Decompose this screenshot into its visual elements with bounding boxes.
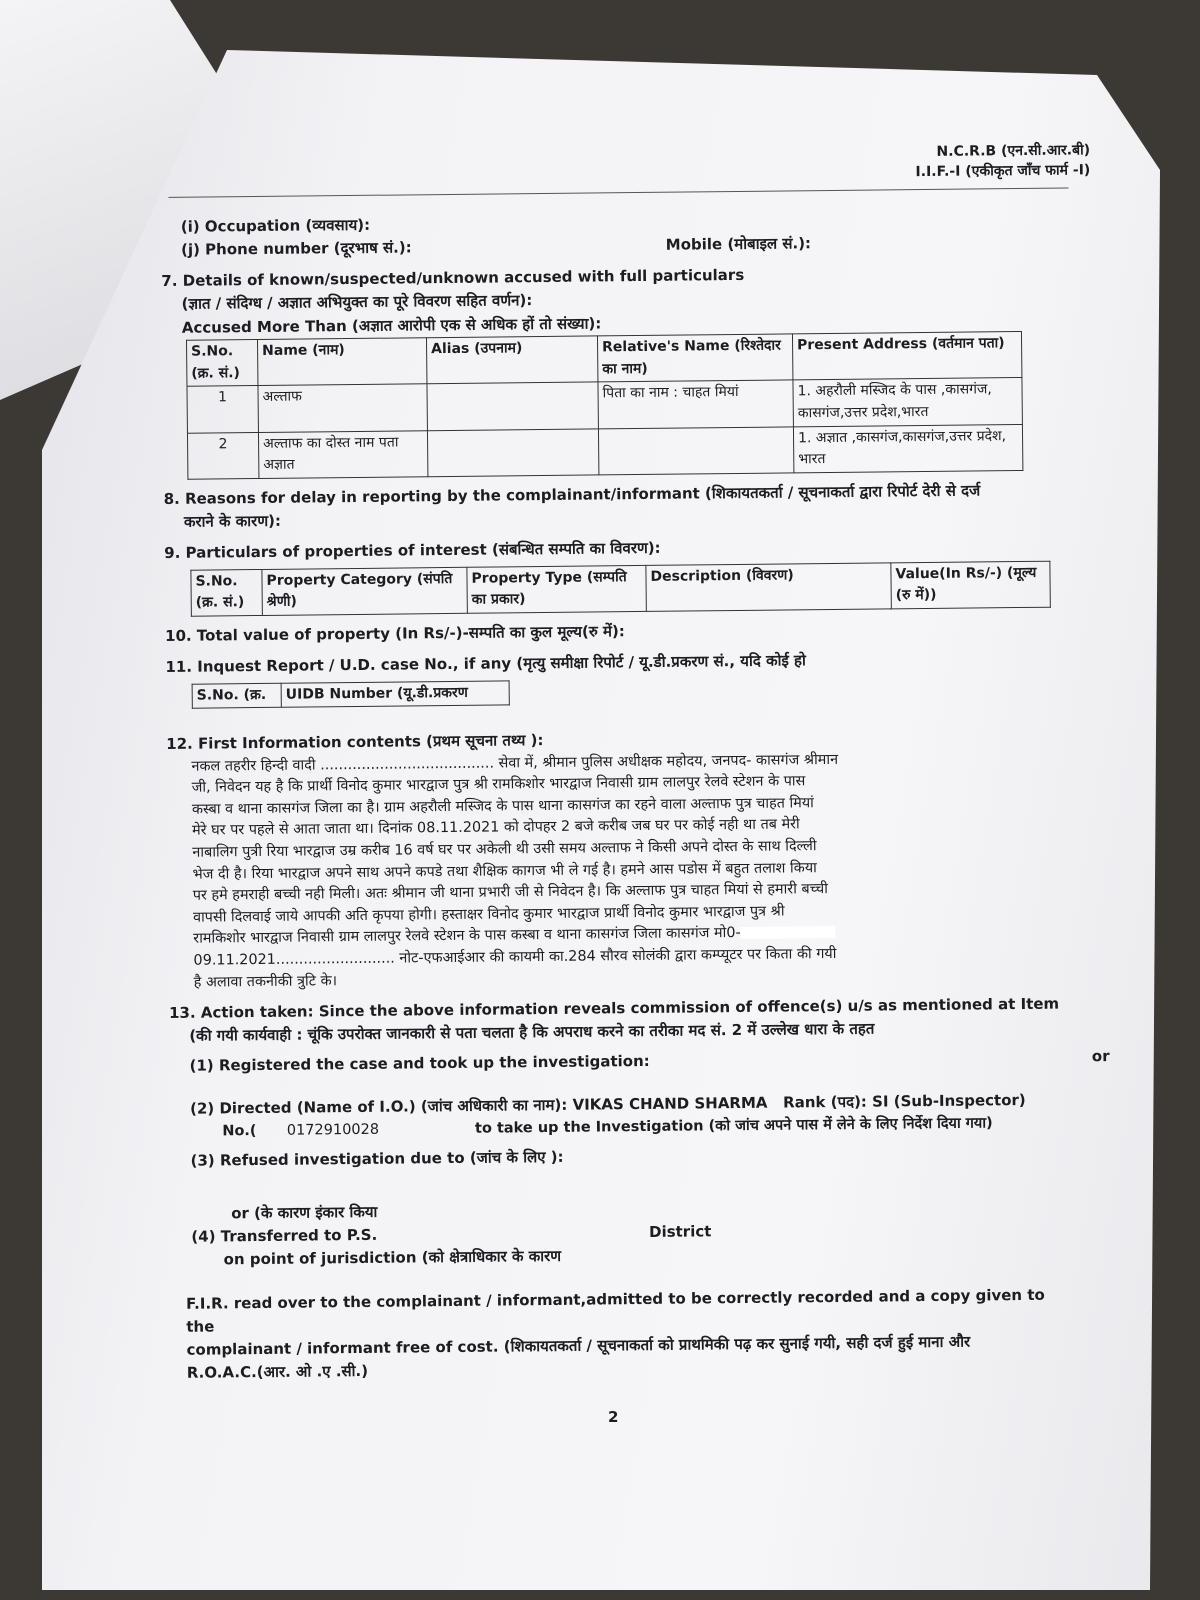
section-12-title: 12. First Information contents (प्रथम सूचना तथ्य ): [166,731,544,754]
cell-relative [598,426,793,474]
cell-name: अल्ताफ [258,384,427,432]
col-sno: S.No. (क्र. [192,683,281,709]
jurisdiction-line: on point of jurisdiction (को क्षेत्राधिकार के कारण [223,1247,562,1269]
cell-address: 1. अज्ञात ,कासगंज,कासगंज,उत्तर प्रदेश, भारत [793,424,1022,473]
uidb-table [192,680,510,709]
fir-line: है अलावा तकनीकी त्रुटि के। [193,972,338,991]
section-7-subtitle: (ज्ञात / संदिग्ध / अज्ञात अभियुक्त का पूरे विवरण सहित वर्णन): [181,291,533,314]
section-13-line2: (की गयी कार्यवाही : चूंकि उपरोक्त जानकारी से पता चलता है कि अपराध करने का तरीका मद सं. 2 में उल्लेख धारा के तहत [189,1020,875,1046]
first-information-text [166,748,953,994]
redacted-phone [741,926,836,939]
section-13-line1: 13. Action taken: Since the above information reveals commission of offence(s) u/s as mentioned at Item [168,994,1060,1023]
fir-read-line2: complainant / informant free of cost. (शिकायतकर्ता / सूचनाकर्ता को प्राथमिकी पढ़ कर सुनाई गयी, सही दर्ज हुई माना और [186,1332,971,1359]
phone-label: (j) Phone number (दूरभाष सं.): [180,238,412,259]
fir-line: वापसी दिलवाई जाये आपकी अति कृपया होगी। हस्ताक्षर विनोद कुमार भारद्वाज प्रार्थी विनोद कुमार भारद्वाज पुत्र श्री [192,903,785,926]
cell-alias [427,382,598,430]
io-name: VIKAS CHAND SHARMA [572,1093,768,1114]
section-9-title: 9. Particulars of properties of interest (संबन्धित सम्पति का विवरण): [164,539,661,563]
cell-sno: 2 [187,432,258,479]
rank: Rank (पद): SI (Sub-Inspector) [783,1090,1026,1112]
accused-table [186,331,1023,480]
take-up-investigation: to take up the Investigation (को जांच अपने पास में लेने के लिए निर्देश दिया गया) [474,1115,993,1137]
roac: R.O.A.C.(आर. ओ .ए .सी.) [186,1362,369,1383]
fir-line: पर हमे हमराही बच्ची नही मिली। अतः श्रीमान जी थाना प्रभारी जी से निवेदन है। कि अल्ताफ पुत्र चाहत मियां से हमारी बच्ची [192,881,829,904]
fir-line: मेरे घर पर पहले से आता जाता था। दिनांक 08.11.2021 को दोपहर 2 बजे करीब जब घर पर कोई नही था तब मेरी [192,816,800,840]
form-code: I.I.F.-I (एकीकृत जाँच फार्म -I) [915,162,1091,181]
or-label: or [1091,1046,1110,1066]
occupation-line: (i) Occupation (व्यवसाय): [180,215,371,236]
mobile-label: Mobile (मोबाइल सं.): [665,234,812,254]
cell-sno: 1 [187,386,258,433]
transferred-to-ps: (4) Transferred to P.S. [191,1225,378,1246]
page-number: 2 [608,1408,619,1426]
no-label: No.( [222,1123,257,1140]
col-alias: Alias (उपनाम) [426,336,597,384]
fir-line: नाबालिग पुत्री रिया भारद्वाज उम्र करीब 16 वर्ष घर पर अकेली थी उसी समय अल्ताफ ने किसी अपने दोस्त के साथ दिल्ली [192,838,817,861]
cell-name: अल्ताफ का दोस्त नाम पता अज्ञात [258,430,427,478]
section-8-line2: कराने के कारण): [183,511,282,531]
form-header [160,140,1090,190]
accused-more-than: Accused More Than (अज्ञात आरोपी एक से अधिक हों तो संख्या): [181,313,602,337]
district-label: District [648,1222,712,1242]
col-type: Property Type (सम्पति का प्रकार) [467,565,646,613]
fir-line: रामकिशोर भारद्वाज निवासी ग्राम लालपुर रेलवे स्टेशन के पास कस्बा व थाना कासगंज जिला कासगंज मो0- [193,925,741,948]
fir-line: जी, निवेदन यह है कि प्रार्थी विनोद कुमार भारद्वाज पुत्र श्री रामकिशोर भारद्वाज निवासी ग्राम लालपुर रेलवे स्टेशन के पास [191,773,806,796]
section-11-title: 11. Inquest Report / U.D. case No., if any (मृत्यु समीक्षा रिपोर्ट / यू.डी.प्रकरण सं., यदि कोई हो [165,651,806,677]
io-number: 0172910028 [286,1121,380,1139]
col-sno: S.No.(क्र. सं.) [186,339,257,386]
table-header-row [192,680,509,708]
col-value: Value(In Rs/-) (मूल्य (रु में)) [891,561,1050,609]
property-table [190,560,1050,616]
cell-relative: पिता का नाम : चाहत मियां [598,380,793,428]
col-sno: S.No. (क्र. सं.) [191,569,262,616]
fir-line: कस्बा व थाना कासगंज जिला का है। ग्राम अहरौली मस्जिद के पास थाना कासगंज का रहने वाला अल्ताफ पुत्र चाहत मियां [191,794,814,818]
table-header-row [191,561,1050,616]
col-relative: Relative's Name (रिश्तेदार का नाम) [597,334,792,382]
col-uidb: UIDB Number (यू.डी.प्रकरण [281,680,509,707]
col-name: Name (नाम) [257,338,426,386]
col-description: Description (विवरण) [646,563,891,612]
fir-line: भेज दी है। रिया भारद्वाज अपने साथ अपने कपडे तथा शैक्षिक कागज भी ले गई है। हमने आस पडोस में बहुत तलाश किया [192,859,817,883]
action-1 [169,1045,1110,1078]
registered-case: (1) Registered the case and took up the investigation: [189,1051,650,1075]
col-address: Present Address (वर्तमान पता) [792,331,1021,380]
cell-alias [427,429,598,477]
form-content [160,141,1110,1386]
cell-address: 1. अहरौली मस्जिद के पास ,कासगंज, कासगंज,उत्तर प्रदेश,भारत [793,378,1022,427]
action-3: (3) Refused investigation due to (जांच के लिए ): [190,1147,564,1170]
fir-read-line1: F.I.R. read over to the complainant / informant,admitted to be correctly recorded and a copy given to the [185,1285,1045,1336]
section-7-title: 7. Details of known/suspected/unknown accused with full particulars [161,265,745,291]
table-row [187,424,1022,479]
refused-or: or (के कारण इंकार किया [231,1202,378,1223]
ncrb-label: N.C.R.B (एन.सी.आर.बी) [936,142,1091,160]
section-10: 10. Total value of property (In Rs/-)-सम्पति का कुल मूल्य(रु में): [164,622,625,646]
col-category: Property Category (संपति श्रेणी) [262,567,467,616]
section-8-line1: 8. Reasons for delay in reporting by the complainant/informant (शिकायतकर्ता / सूचनाकर्ता द्वारा रिपोर्ट देरी से दर्ज [163,481,981,508]
fir-line: नकल तहरीर हिन्दी वादी ...................................... सेवा में, श्रीमान पुलिस अधीक्षक महोदय, जनपद- कासगंज श्रीमान [191,751,839,775]
fir-line: 09.11.2021.......................... नोट-एफआईआर की कायमी का.284 सौरव सोलंकी द्वारा कम्प्यूटर पर किता की गयी [193,945,837,969]
directed-label: (2) Directed (Name of I.O.) (जांच अधिकारी का नाम): [189,1095,568,1118]
